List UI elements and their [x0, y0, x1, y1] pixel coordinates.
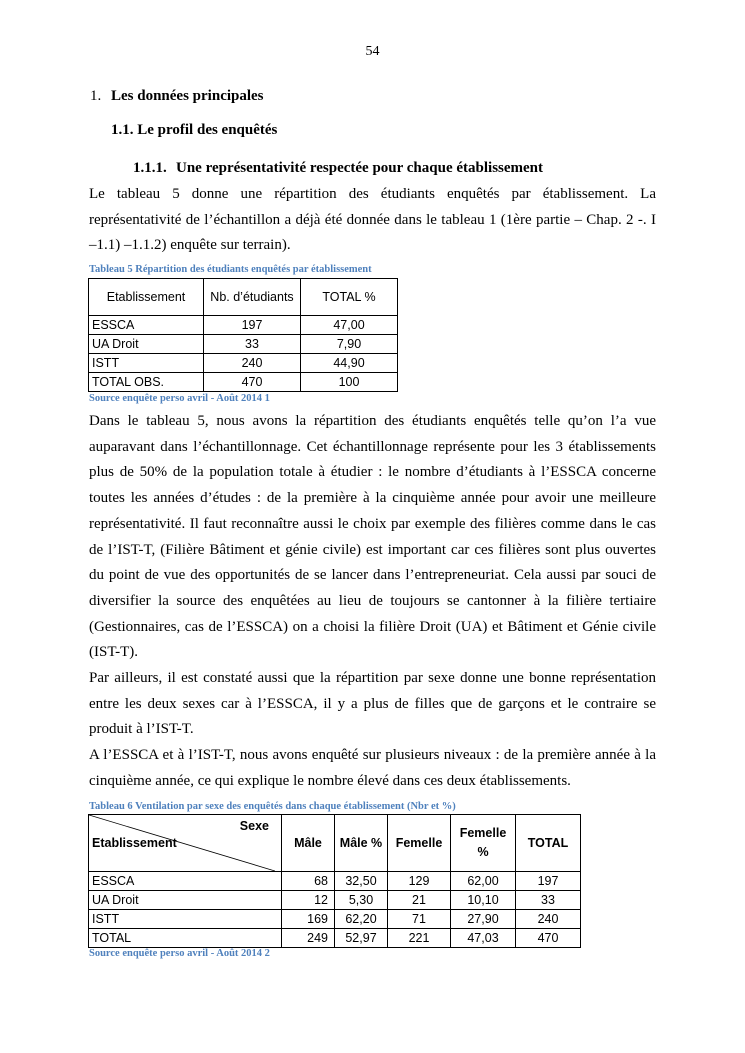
table-cell: ESSCA: [89, 872, 282, 891]
table5: [88, 278, 398, 392]
page-number: 54: [365, 44, 380, 59]
table6-corner-cell: [89, 815, 282, 872]
table-cell: TOTAL OBS.: [89, 373, 204, 392]
table-cell: 47,00: [301, 316, 398, 335]
table5-header-cell: Nb. d’étudiants: [204, 279, 301, 316]
table-cell: 240: [516, 910, 581, 929]
heading-2: 1.1. Le profil des enquêtés: [111, 122, 278, 138]
table6-header-cell: Mâle: [282, 815, 335, 872]
table-cell: 470: [204, 373, 301, 392]
table6-header-cell: Mâle %: [335, 815, 388, 872]
table6-corner-etablissement: Etablissement: [92, 836, 177, 850]
table-cell: 47,03: [451, 929, 516, 948]
table6-header-cell: Femelle: [388, 815, 451, 872]
table-row: [89, 335, 398, 354]
table-row: [89, 929, 581, 948]
table-row: [89, 872, 581, 891]
table-cell: 169: [282, 910, 335, 929]
table-cell: UA Droit: [89, 891, 282, 910]
table-cell: 5,30: [335, 891, 388, 910]
table6-corner-sexe: Sexe: [239, 819, 269, 833]
table6-source: Source enquête perso avril - Août 2014 2: [89, 948, 270, 959]
table-cell: 221: [388, 929, 451, 948]
table-row: [89, 891, 581, 910]
paragraph-2: Dans le tableau 5, nous avons la répartition des étudiants enquêtés telle qu’on l’a vue auparavant dans l’échantillonnage. Cet échantillonnage représente pour les 3 établissements plus de 50% de la population totale à étudier : le nombre d’étudiants à l’ESSCA concerne toutes les années d’études : de la première à la cinquième année pour avoir une meilleure représentativité. Il faut reconnaître aussi le choix par exemple des filières comme dans le cas de l’IST-T, (Filière Bâtiment et génie civile) est important car ces filières sont plus ouvertes du point de vue des opportunités de se lancer dans l’entrepreneuriat. Cela aussi par souci de diversifier la source des enquêtées au lieu de toujours se cantonner à la filière tertiaire (Gestionnaires, cas de l’ESSCA) on a choisi la filière Droit (UA) et Bâtiment et Génie civile (IST-T).: [89, 413, 656, 661]
table-cell: 240: [204, 354, 301, 373]
heading-1: [90, 88, 264, 105]
table-cell: 12: [282, 891, 335, 910]
table-cell: 129: [388, 872, 451, 891]
table-cell: ISTT: [89, 354, 204, 373]
table-cell: 33: [204, 335, 301, 354]
table-cell: 71: [388, 910, 451, 929]
table6: [88, 814, 581, 948]
table-cell: 249: [282, 929, 335, 948]
table-cell: TOTAL: [89, 929, 282, 948]
table5-header-cell: Etablissement: [89, 279, 204, 316]
table-cell: 100: [301, 373, 398, 392]
table-cell: 197: [516, 872, 581, 891]
table-cell: 33: [516, 891, 581, 910]
table-cell: 197: [204, 316, 301, 335]
heading-3: [133, 160, 543, 177]
table-cell: 62,00: [451, 872, 516, 891]
table5-header-cell: TOTAL %: [301, 279, 398, 316]
heading-1-number: 1.: [90, 88, 102, 104]
table5-source: Source enquête perso avril - Août 2014 1: [89, 393, 270, 404]
table-row: [89, 354, 398, 373]
table-cell: 32,50: [335, 872, 388, 891]
table-cell: ESSCA: [89, 316, 204, 335]
table-row: [89, 910, 581, 929]
table5-caption: Tableau 5 Répartition des étudiants enquêtés par établissement: [89, 264, 372, 275]
table6-header-cell: TOTAL: [516, 815, 581, 872]
table6-header-cell: Femelle %: [451, 815, 516, 872]
table-row: [89, 316, 398, 335]
paragraph-4: A l’ESSCA et à l’IST-T, nous avons enquêté sur plusieurs niveaux : de la première année à la cinquième année, ce qui explique le nombre élevé dans ces deux établissements.: [89, 747, 656, 789]
table-cell: 21: [388, 891, 451, 910]
table-cell: ISTT: [89, 910, 282, 929]
table-cell: 62,20: [335, 910, 388, 929]
paragraph-3: Par ailleurs, il est constaté aussi que la répartition par sexe donne une bonne représentation entre les deux sexes car à l’ESSCA, il y a plus de filles que de garçons et le contraire se produit à l’IST-T.: [89, 670, 656, 738]
table-cell: 44,90: [301, 354, 398, 373]
heading-1-text: Les données principales: [111, 88, 264, 104]
heading-3-text: Une représentativité respectée pour chaque établissement: [176, 160, 544, 176]
heading-3-number: 1.1.1.: [133, 160, 167, 176]
table-cell: 470: [516, 929, 581, 948]
table5-header-row: [89, 279, 398, 316]
table6-caption: Tableau 6 Ventilation par sexe des enquêtés dans chaque établissement (Nbr et %): [89, 801, 456, 812]
table-cell: 27,90: [451, 910, 516, 929]
table-row: [89, 373, 398, 392]
table-cell: 10,10: [451, 891, 516, 910]
table-cell: 7,90: [301, 335, 398, 354]
table6-header-row: [89, 815, 581, 872]
table-cell: UA Droit: [89, 335, 204, 354]
table-cell: 52,97: [335, 929, 388, 948]
paragraph-1: Le tableau 5 donne une répartition des étudiants enquêtés par établissement. La représentativité de l’échantillon a déjà été donnée dans le tableau 1 (1ère partie – Chap. 2 -. I –1.1) –1.1.2) enquête sur terrain).: [89, 186, 656, 254]
table-cell: 68: [282, 872, 335, 891]
